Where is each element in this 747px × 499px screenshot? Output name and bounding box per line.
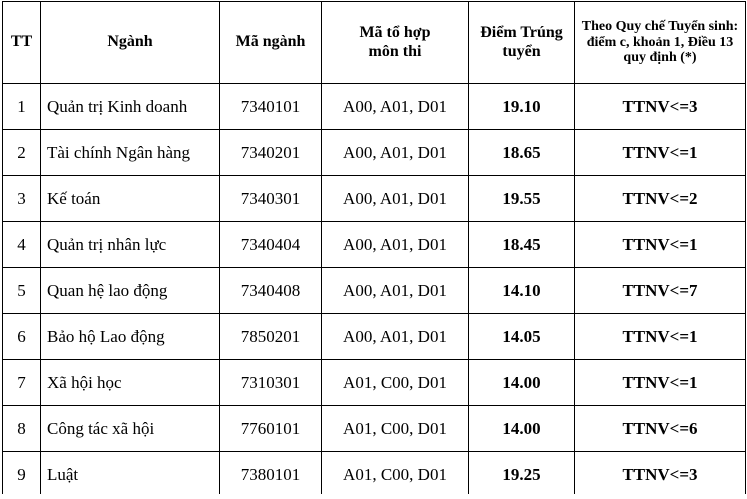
cell-nganh: Quan hệ lao động (41, 268, 220, 314)
header-diem: Điểm Trúng tuyển (469, 2, 575, 84)
header-ma-to-hop: Mã tổ hợp môn thi (322, 2, 469, 84)
cell-ttnv: TTNV<=3 (575, 452, 746, 498)
cell-ma-nganh: 7340404 (220, 222, 322, 268)
cell-nganh: Xã hội học (41, 360, 220, 406)
cell-tt: 1 (3, 84, 41, 130)
cell-ma-nganh: 7850201 (220, 314, 322, 360)
cell-ttnv: TTNV<=3 (575, 84, 746, 130)
cell-diem: 14.10 (469, 268, 575, 314)
cell-nganh: Tài chính Ngân hàng (41, 130, 220, 176)
cell-to-hop: A00, A01, D01 (322, 314, 469, 360)
cell-ttnv: TTNV<=6 (575, 406, 746, 452)
cell-nganh: Kế toán (41, 176, 220, 222)
cell-ttnv: TTNV<=7 (575, 268, 746, 314)
cell-ma-nganh: 7340101 (220, 84, 322, 130)
cell-diem: 14.00 (469, 360, 575, 406)
cell-to-hop: A00, A01, D01 (322, 84, 469, 130)
cell-diem: 19.10 (469, 84, 575, 130)
table-row (3, 360, 746, 406)
page-bottom-strip (0, 494, 747, 499)
cell-to-hop: A01, C00, D01 (322, 360, 469, 406)
header-ma-nganh: Mã ngành (220, 2, 322, 84)
cell-to-hop: A00, A01, D01 (322, 222, 469, 268)
cell-to-hop: A01, C00, D01 (322, 406, 469, 452)
table-row (3, 314, 746, 360)
cell-tt: 9 (3, 452, 41, 498)
cell-tt: 3 (3, 176, 41, 222)
cell-nganh: Quản trị Kinh doanh (41, 84, 220, 130)
cell-tt: 4 (3, 222, 41, 268)
cell-ttnv: TTNV<=2 (575, 176, 746, 222)
cell-nganh: Quản trị nhân lực (41, 222, 220, 268)
cell-nganh: Bảo hộ Lao động (41, 314, 220, 360)
cell-to-hop: A01, C00, D01 (322, 452, 469, 498)
cell-nganh: Luật (41, 452, 220, 498)
cell-to-hop: A00, A01, D01 (322, 176, 469, 222)
cell-ttnv: TTNV<=1 (575, 360, 746, 406)
cell-ma-nganh: 7340408 (220, 268, 322, 314)
cell-ma-nganh: 7760101 (220, 406, 322, 452)
cell-tt: 7 (3, 360, 41, 406)
header-quy-che: Theo Quy chế Tuyển sinh: điểm c, khoản 1, Điều 13 quy định (*) (575, 2, 746, 84)
cell-nganh: Công tác xã hội (41, 406, 220, 452)
table-row (3, 222, 746, 268)
table-row (3, 84, 746, 130)
table-row (3, 176, 746, 222)
table-row (3, 268, 746, 314)
cell-ttnv: TTNV<=1 (575, 130, 746, 176)
cell-tt: 2 (3, 130, 41, 176)
table-header-row (3, 2, 746, 84)
table-row (3, 406, 746, 452)
table-row (3, 452, 746, 498)
cell-ttnv: TTNV<=1 (575, 314, 746, 360)
cell-diem: 14.00 (469, 406, 575, 452)
cell-tt: 6 (3, 314, 41, 360)
table-body (3, 84, 746, 498)
header-nganh: Ngành (41, 2, 220, 84)
cell-tt: 5 (3, 268, 41, 314)
cell-diem: 14.05 (469, 314, 575, 360)
table-row (3, 130, 746, 176)
admission-score-table (2, 1, 746, 498)
cell-tt: 8 (3, 406, 41, 452)
cell-diem: 19.25 (469, 452, 575, 498)
cell-ttnv: TTNV<=1 (575, 222, 746, 268)
cell-diem: 19.55 (469, 176, 575, 222)
cell-diem: 18.45 (469, 222, 575, 268)
cell-ma-nganh: 7340201 (220, 130, 322, 176)
cell-ma-nganh: 7380101 (220, 452, 322, 498)
cell-ma-nganh: 7340301 (220, 176, 322, 222)
header-tt: TT (3, 2, 41, 84)
cell-to-hop: A00, A01, D01 (322, 268, 469, 314)
cell-ma-nganh: 7310301 (220, 360, 322, 406)
cell-diem: 18.65 (469, 130, 575, 176)
cell-to-hop: A00, A01, D01 (322, 130, 469, 176)
